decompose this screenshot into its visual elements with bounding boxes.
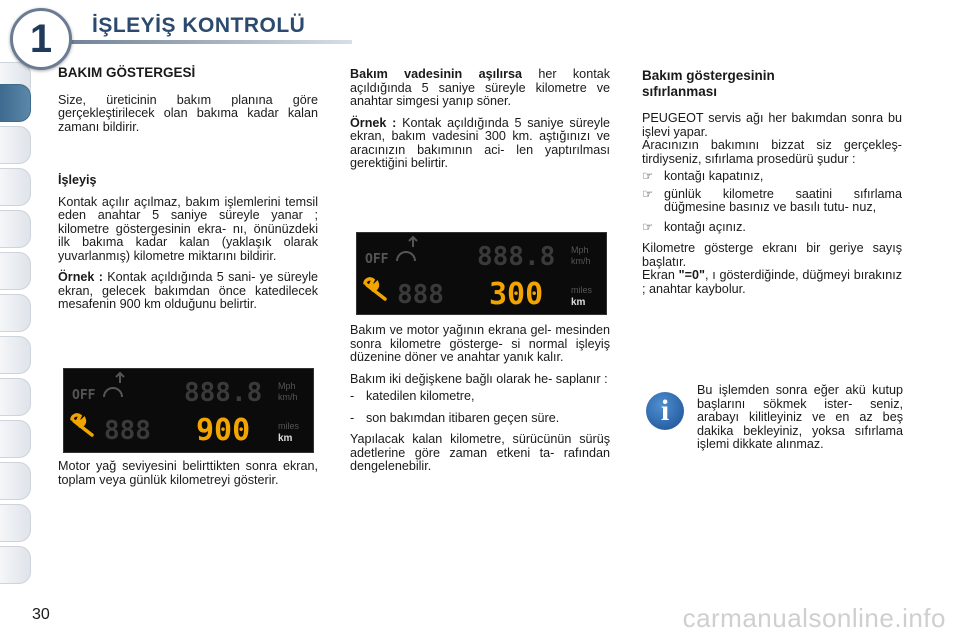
- display-caption: [58, 460, 318, 495]
- step-item: ☞ kontağı açınız.: [642, 219, 746, 234]
- header-rule: [52, 40, 352, 44]
- maintenance-km-value: 900: [196, 413, 251, 448]
- maintenance-km-value: 300: [489, 277, 544, 312]
- chapter-tab-strip: [0, 62, 34, 582]
- pointer-icon: ☞: [642, 169, 654, 183]
- chapter-badge: [10, 8, 72, 70]
- kmh-label: km/h: [278, 392, 298, 402]
- column-3: [642, 68, 902, 304]
- oil-gauge-icon: [104, 388, 122, 397]
- chapter-tab[interactable]: [0, 420, 31, 458]
- info-text: Bu işlemden sonra eğer akü kutup başlarını sökmek ister- seniz, arabayı kilitleyiniz ve en az beş dakika bekleyiniz, yoksa sıfırlama işlemi dikkate alınmaz.: [697, 383, 903, 451]
- odometer-display-900: [63, 368, 314, 453]
- miles-label: miles: [278, 421, 300, 431]
- chapter-tab[interactable]: [0, 294, 31, 332]
- watermark: carmanualsonline.info: [682, 603, 946, 633]
- example-paragraph: [58, 271, 318, 312]
- example-lead: Örnek :: [350, 115, 397, 130]
- pointer-icon: ☞: [642, 186, 654, 201]
- top-placeholder-digits: 888.8: [184, 378, 263, 408]
- column-1: [58, 66, 318, 320]
- left-placeholder-digits: 888: [397, 280, 444, 310]
- caption-text: Motor yağ seviyesini belirttikten sonra ekran, toplam veya günlük kilometreyi gösterir.: [58, 459, 318, 487]
- intro-paragraph: Size, üreticinin bakım planına göre gerçekleştirilecek olan bakıma kadar kalan zamanı bildirir.: [58, 92, 318, 134]
- reset-intro: PEUGEOT servis ağı her bakımdan sonra bu işlevi yapar.: [642, 111, 902, 139]
- km-label: km: [571, 297, 586, 308]
- miles-label: miles: [571, 285, 593, 295]
- step-item: ☞ kontağı kapatınız,: [642, 169, 764, 183]
- chapter-tab[interactable]: [0, 378, 31, 416]
- example-lead: Örnek :: [58, 270, 103, 284]
- chapter-tab-active[interactable]: [0, 84, 31, 122]
- pointer-icon: ☞: [642, 219, 654, 234]
- reset-heading: Bakım göstergesinin sıfırlanması: [642, 68, 775, 99]
- top-placeholder-digits: 888.8: [477, 242, 556, 272]
- list-item: - katedilen kilometre,: [350, 389, 475, 403]
- section-heading: BAKIM GÖSTERGESİ: [58, 65, 196, 80]
- chapter-tab[interactable]: [0, 504, 31, 542]
- overdue-lead: Bakım vadesinin aşılırsa: [350, 67, 522, 81]
- mph-label: Mph: [278, 381, 296, 391]
- list-item: - son bakımdan itibaren geçen süre.: [350, 410, 560, 425]
- odometer-display-300: [356, 232, 607, 315]
- example-text: Kontak açıldığında 5 saniye süreyle ekran, bakım vadesini 300 km. aştığınızı ve aracınızın bakımının aci- len yaptırılması gerektiğini belirtir.: [350, 115, 611, 170]
- page-title: İŞLEYİŞ KONTROLÜ: [92, 14, 306, 37]
- column-2: [350, 68, 610, 179]
- column-2-lower: [350, 324, 610, 482]
- chapter-number: 1: [29, 16, 53, 61]
- overdue-text: her kontak açıldığında 5 saniye süreyle kilometre ve anahtar simgesi yanıp söner.: [350, 67, 610, 108]
- off-label: OFF: [72, 388, 96, 403]
- after-display-paragraph: Bakım ve motor yağının ekrana gel- mesinden sonra kilometre gösterge- si normal işleyiş düzenine döner ve anahtar yanık kalır.: [350, 323, 610, 364]
- self-reset-paragraph: Aracınızın bakımını bizzat siz gerçekleş- tirdiyseniz, sıfırlama prosedürü şudur :: [642, 138, 902, 166]
- mph-label: Mph: [571, 245, 589, 255]
- oil-level-icon: [116, 373, 124, 383]
- left-placeholder-digits: 888: [104, 416, 151, 446]
- wrench-icon: [365, 279, 385, 299]
- chapter-tab[interactable]: [0, 210, 31, 248]
- example-paragraph: [350, 117, 610, 171]
- step-item: ☞ günlük kilometre saatini sıfırlama düğmesine basınız ve basılı tutu- nuz,: [642, 186, 902, 214]
- chapter-tab[interactable]: [0, 252, 31, 290]
- closing-paragraph: Yapılacak kalan kilometre, sürücünün sürüş adetlerine göre zaman etkeni ta- rafından dengelenebilir.: [350, 432, 610, 473]
- two-params-paragraph: Bakım iki değişkene bağlı olarak he- saplanır :: [350, 371, 608, 386]
- info-box: [697, 384, 903, 460]
- chapter-tab[interactable]: [0, 546, 31, 584]
- chapter-tab[interactable]: [0, 462, 31, 500]
- screen-value: "=0": [678, 268, 705, 282]
- chapter-tab[interactable]: [0, 336, 31, 374]
- countdown-paragraph: Kilometre gösterge ekranı bir geriye sayış başlatır.: [642, 241, 902, 269]
- page-number: 30: [32, 606, 50, 623]
- info-icon: i: [646, 392, 684, 430]
- oil-level-icon: [409, 237, 417, 247]
- off-label: OFF: [365, 252, 389, 267]
- wrench-icon: [72, 415, 92, 435]
- operation-paragraph: Kontak açılır açılmaz, bakım işlemlerini temsil eden anahtar 5 saniye süreyle yanar ; kilometre göstergesinin ekra- nı, önünüzdeki ilk bakıma kadar kalan (yaklaşık olarak yuvarlanmış) kilometre miktarını bildirir.: [58, 194, 318, 263]
- kmh-label: km/h: [571, 256, 591, 266]
- chapter-tab[interactable]: [0, 126, 31, 164]
- oil-gauge-icon: [397, 252, 415, 261]
- overdue-paragraph: [350, 68, 610, 109]
- chapter-tab[interactable]: [0, 168, 31, 206]
- screen-value-paragraph: Ekran "=0", ı gösterdiğinde, düğmeyi bırakınız ; anahtar kaybolur.: [642, 268, 903, 296]
- subheading: İşleyiş: [58, 173, 97, 187]
- example-text: Kontak açıldığında 5 sani- ye süreyle ekran, gelecek bakımdan önce katedilecek mesafenin 900 km olduğunu belirtir.: [58, 270, 318, 311]
- km-label: km: [278, 433, 293, 444]
